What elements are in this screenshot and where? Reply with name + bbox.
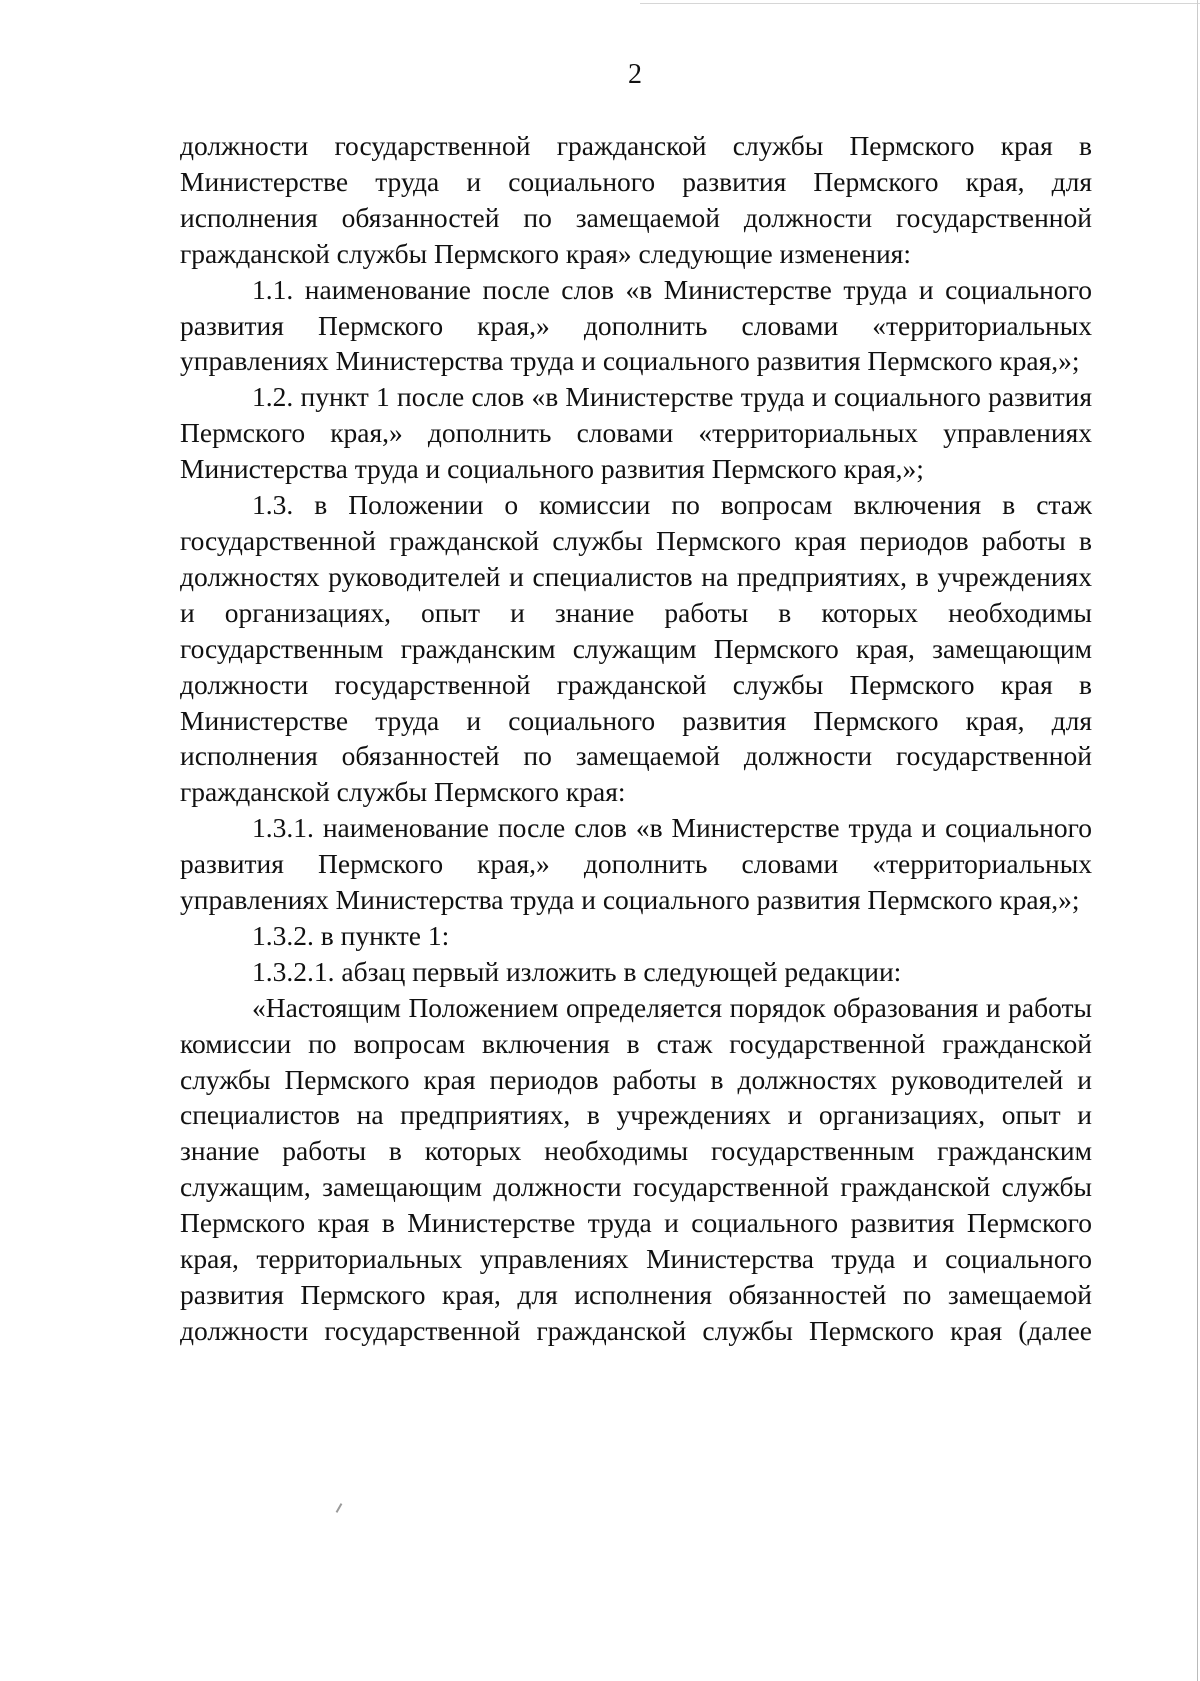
paragraph-intro: должности государственной гражданской службы Пермского края в Министерстве труда и социального развития Пермского края, для исполнения обязанностей по замещаемой должности государственной гражданской службы Пермского края» следующие изменения: (180, 130, 1092, 269)
paragraph-quoted-text: «Настоящим Положением определяется порядок образования и работы комиссии по вопросам включения в стаж государственной гражданской службы Пермского края периодов работы в должностях руководителей и специалистов на предприятиях, в учреждениях и организациях, опыт и знание работы в которых необходимы государственным гражданским служащим, замещающим должности государственной гражданской службы Пермского края в Министерстве труда и социального развития Пермского края, территориальных управлениях Министерства труда и социального развития Пермского края, для исполнения обязанностей по замещаемой должности государственной гражданской службы Пермского края (далее (180, 991, 1092, 1346)
paragraph-1-1: 1.1. наименование после слов «в Министерстве труда и социального развития Пермского края,» дополнить словами «территориальных управлениях Министерства труда и социального развития Пермского края,»; (180, 273, 1092, 377)
page-number: 2 (628, 59, 642, 90)
paragraph-1-3-1: 1.3.1. наименование после слов «в Министерстве труда и социального развития Пермского края,» дополнить словами «территориальных управлениях Министерства труда и социального развития Пермского края,»; (180, 812, 1092, 916)
document-body (180, 128, 1092, 1349)
paragraph-1-3-2: 1.3.2. в пункте 1: (252, 919, 450, 951)
paragraph-1-3-2-1: 1.3.2.1. абзац первый изложить в следующей редакции: (252, 955, 902, 987)
scan-edge-top (640, 3, 1200, 4)
scan-edge-right (1197, 0, 1198, 1681)
paragraph-1-2: 1.2. пункт 1 после слов «в Министерстве труда и социального развития Пермского края,» дополнить словами «территориальных управлениях Министерства труда и социального развития Пермского края,»; (180, 381, 1092, 485)
scan-speck (336, 1503, 343, 1513)
paragraph-1-3: 1.3. в Положении о комиссии по вопросам включения в стаж государственной гражданской службы Пермского края периодов работы в должностях руководителей и специалистов на предприятиях, в учреждениях и организациях, опыт и знание работы в которых необходимы государственным гражданским служащим Пермского края, замещающим должности государственной гражданской службы Пермского края в Министерстве труда и социального развития Пермского края, для исполнения обязанностей по замещаемой должности государственной гражданской службы Пермского края: (180, 489, 1092, 808)
